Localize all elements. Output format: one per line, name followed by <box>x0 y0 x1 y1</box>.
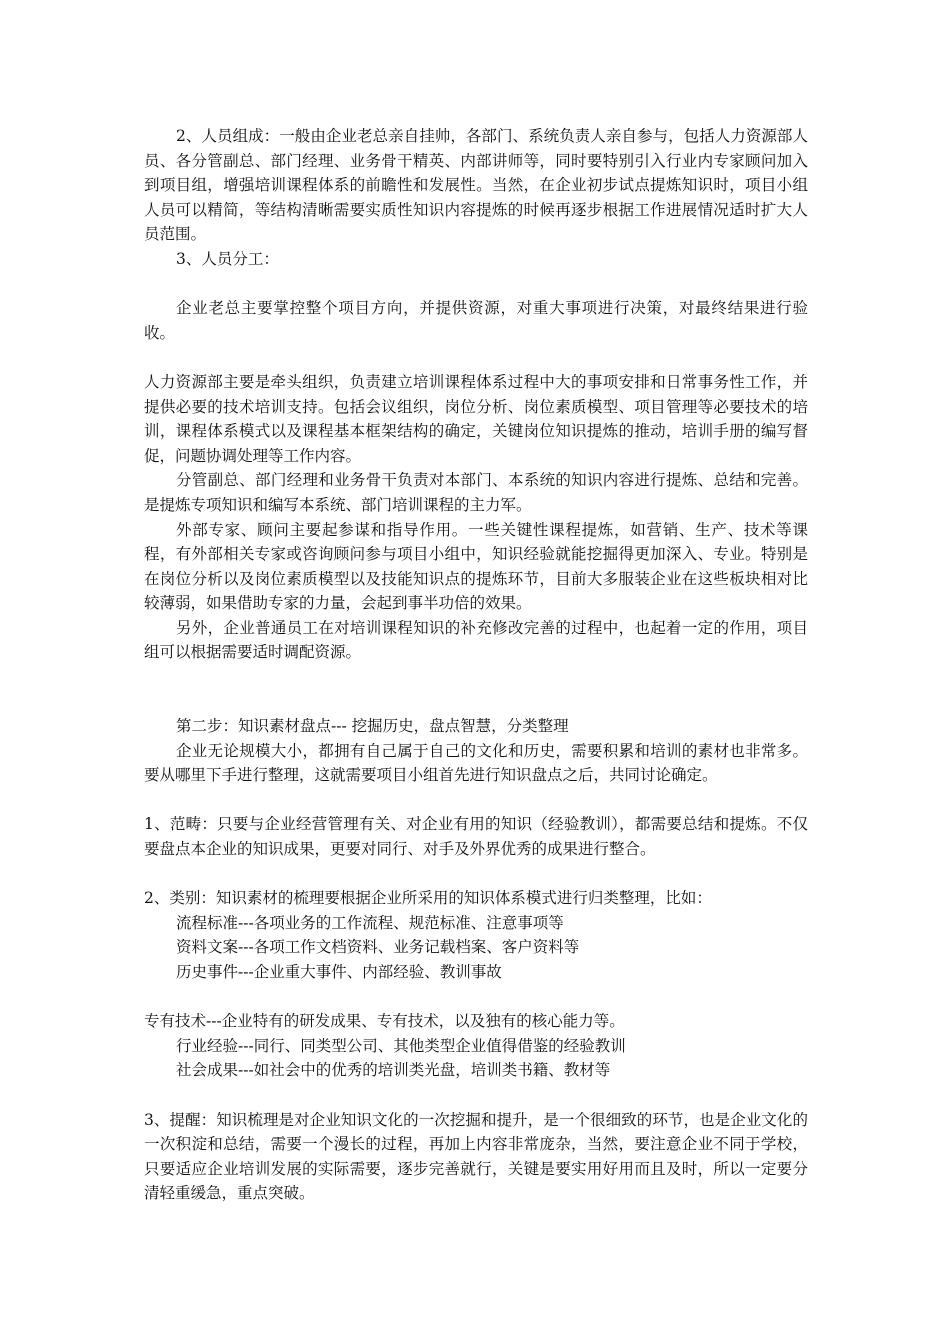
list-item-historical-events: 历史事件---企业重大事件、内部经验、教训事故 <box>176 963 502 981</box>
blank-line <box>144 862 808 887</box>
blank-line <box>144 345 808 370</box>
blank-line <box>144 788 808 813</box>
paragraph-personnel-composition: 2、人员组成：一般由企业老总亲自挂帅，各部门、系统负责人亲自参与，包括人力资源部人员、各分管副总、部门经理、业务骨干精英、内部讲师等，同时要特别引入行业内专家顾问加入到项目组，增强培训课程体系的前瞻性和发展性。当然，在企业初步试点提炼知识时，项目小组人员可以精简，等结构清晰需要实质性知识内容提炼的时候再逐步根据工作进展情况适时扩大人员范围。 <box>144 127 808 244</box>
list-item-proprietary-tech: 专有技术---企业特有的研发成果、专有技术，以及独有的核心能力等。 <box>144 1012 625 1031</box>
paragraph-scope: 1、范畴：只要与企业经营管理有关、对企业有用的知识（经验教训），都需要总结和提炼。不仅要盘点本企业的知识成果，更要对同行、对手及外界优秀的成果进行整合。 <box>144 815 808 859</box>
paragraph-categories: 2、类别：知识素材的梳理要根据企业所采用的知识体系模式进行归类整理，比如： <box>144 889 712 908</box>
blank-line <box>144 665 808 714</box>
blank-line <box>144 1083 808 1108</box>
list-item-industry-experience: 行业经验---同行、同类型公司、其他类型企业值得借鉴的经验教训 <box>176 1036 626 1055</box>
list-item-documents: 资料文案---各项工作文档资料、业务记载档案、客户资料等 <box>176 938 580 957</box>
paragraph-ceo-role: 企业老总主要掌控整个项目方向，并提供资源，对重大事项进行决策，对最终结果进行验收。 <box>144 299 808 342</box>
paragraph-reminder: 3、提醒：知识梳理是对企业知识文化的一次挖掘和提升，是一个很细致的环节，也是企业文化的一次积淀和总结，需要一个漫长的过程，再加上内容非常庞杂，当然，要注意企业不同于学校，只要适应企业培训发展的实际需要，逐步完善就行，关键是要实用好用而且及时，所以一定要分清轻重缓急，重点突破。 <box>144 1110 808 1203</box>
document-body <box>144 124 808 1206</box>
list-item-social-results: 社会成果---如社会中的优秀的培训类光盘，培训类书籍、教材等 <box>176 1061 611 1080</box>
paragraph-hr-role: 人力资源部主要是牵头组织，负责建立培训课程体系过程中大的事项安排和日常事务性工作，并提供必要的技术培训支持。包括会议组织，岗位分析、岗位素质模型、项目管理等必要技术的培训，课程体系模式以及课程基本框架结构的确定，关键岗位知识提炼的推动，培训手册的编写督促，问题协调处理等工作内容。 <box>144 372 808 465</box>
paragraph-managers-role: 分管副总、部门经理和业务骨干负责对本部门、本系统的知识内容进行提炼、总结和完善。是提炼专项知识和编写本系统、部门培训课程的主力军。 <box>144 471 808 514</box>
paragraph-personnel-division-heading: 3、人员分工： <box>176 249 279 268</box>
paragraph-experts-role: 外部专家、顾问主要起参谋和指导作用。一些关键性课程提炼，如营销、生产、技术等课程，有外部相关专家或咨询顾问参与项目小组中，知识经验就能挖掘得更加深入、专业。特别是在岗位分析以及岗位素质模型以及技能知识点的提炼环节，目前大多服装企业在这些板块相对比较薄弱，如果借助专家的力量，会起到事半功倍的效果。 <box>144 520 808 613</box>
blank-line <box>144 272 808 297</box>
paragraph-employees-role: 另外，企业普通员工在对培训课程知识的补充修改完善的过程中，也起着一定的作用，项目组可以根据需要适时调配资源。 <box>144 618 808 662</box>
paragraph-step-two-intro: 企业无论规模大小，都拥有自己属于自己的文化和历史，需要积累和培训的素材也非常多。要从哪里下手进行整理，这就需要项目小组首先进行知识盘点之后，共同讨论确定。 <box>144 741 808 785</box>
blank-line <box>144 985 808 1010</box>
section-heading-step-two: 第二步：知识素材盘点--- 挖掘历史，盘点智慧，分类整理 <box>176 717 569 736</box>
list-item-process-standards: 流程标准---各项业务的工作流程、规范标准、注意事项等 <box>176 913 564 932</box>
